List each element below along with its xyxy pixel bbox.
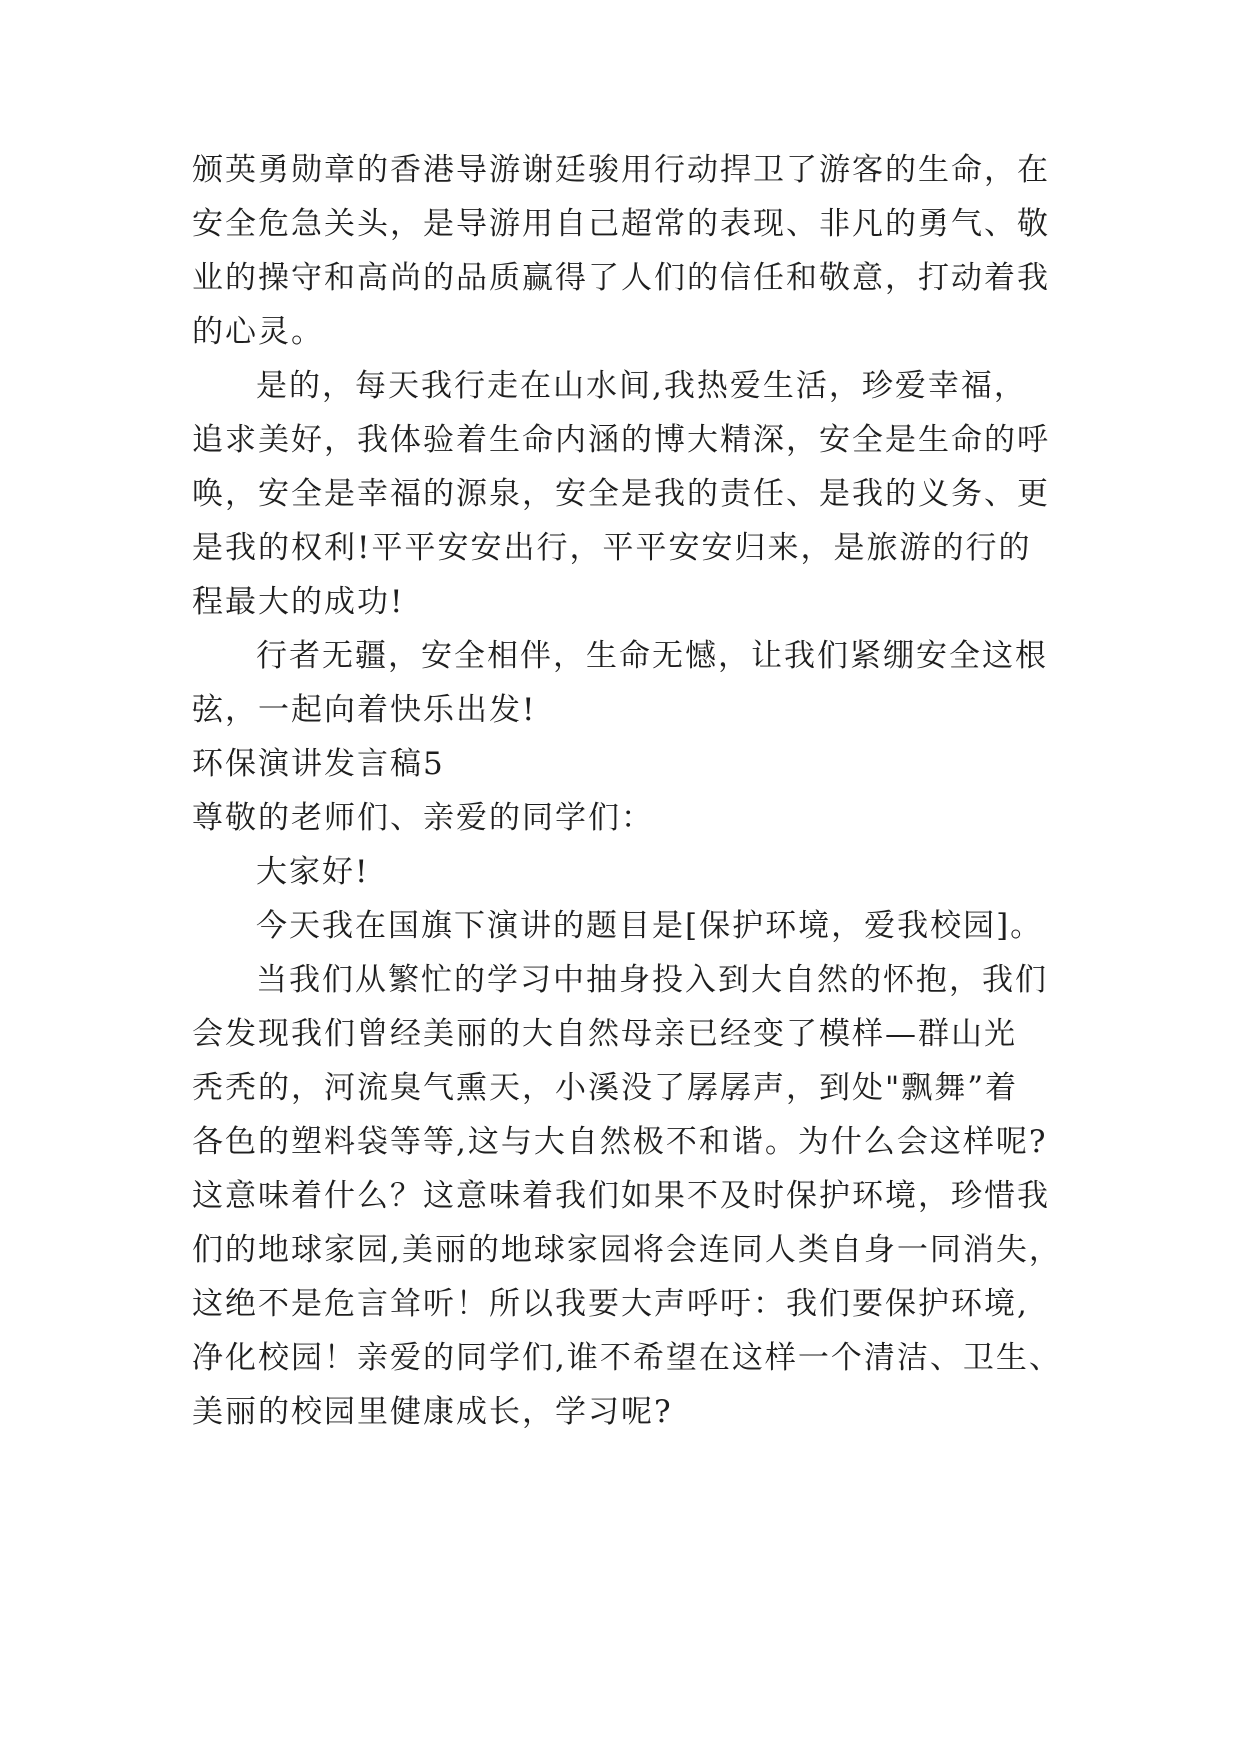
paragraph-first-line: 行者无疆，安全相伴，生命无憾，让我们紧绷安全这根 — [256, 638, 1048, 674]
text-line: 净化校园！亲爱的同学们,谁不希望在这样一个清洁、卫生、 — [192, 1340, 1062, 1376]
text-line: 业的操守和高尚的品质赢得了人们的信任和敬意，打动着我 — [192, 260, 1050, 296]
text-line: 的心灵。 — [192, 314, 324, 350]
text-line: 安全危急关头，是导游用自己超常的表现、非凡的勇气、敬 — [192, 206, 1050, 242]
text-line: 弦，一起向着快乐出发! — [192, 692, 537, 728]
paragraph-first-line: 是的，每天我行走在山水间,我热爱生活，珍爱幸福， — [256, 368, 1027, 404]
text-line: 唤，安全是幸福的源泉，安全是我的责任、是我的义务、更 — [192, 476, 1050, 512]
text-line: 程最大的成功! — [192, 584, 405, 620]
text-line: 追求美好，我体验着生命内涵的博大精深，安全是生命的呼 — [192, 422, 1050, 458]
text-line: 们的地球家园,美丽的地球家园将会连同人类自身一同消失， — [192, 1232, 1062, 1268]
text-line: 是我的权利!平平安安出行，平平安安归来，是旅游的行的 — [192, 530, 1032, 566]
salutation: 尊敬的老师们、亲爱的同学们： — [192, 800, 654, 836]
text-line: 这意味着什么？这意味着我们如果不及时保护环境，珍惜我 — [192, 1178, 1050, 1214]
section-heading: 环保演讲发言稿5 — [192, 746, 445, 782]
text-line: 颁英勇勋章的香港导游谢廷骏用行动捍卫了游客的生命，在 — [192, 152, 1050, 188]
text-line: 美丽的校园里健康成长，学习呢? — [192, 1394, 673, 1430]
text-line: 这绝不是危言耸听！所以我要大声呼吁：我们要保护环境, — [192, 1286, 1029, 1322]
text-line: 会发现我们曾经美丽的大自然母亲已经变了模样—群山光 — [192, 1016, 1017, 1052]
text-line: 秃秃的，河流臭气熏天，小溪没了孱孱声，到处"飘舞”着 — [192, 1070, 1019, 1106]
greeting: 大家好! — [256, 854, 370, 890]
text-line: 各色的塑料袋等等,这与大自然极不和谐。为什么会这样呢? — [192, 1124, 1048, 1160]
paragraph-first-line: 当我们从繁忙的学习中抽身投入到大自然的怀抱，我们 — [256, 962, 1048, 998]
paragraph-first-line: 今天我在国旗下演讲的题目是[保护环境，爱我校园]。 — [256, 908, 1044, 944]
